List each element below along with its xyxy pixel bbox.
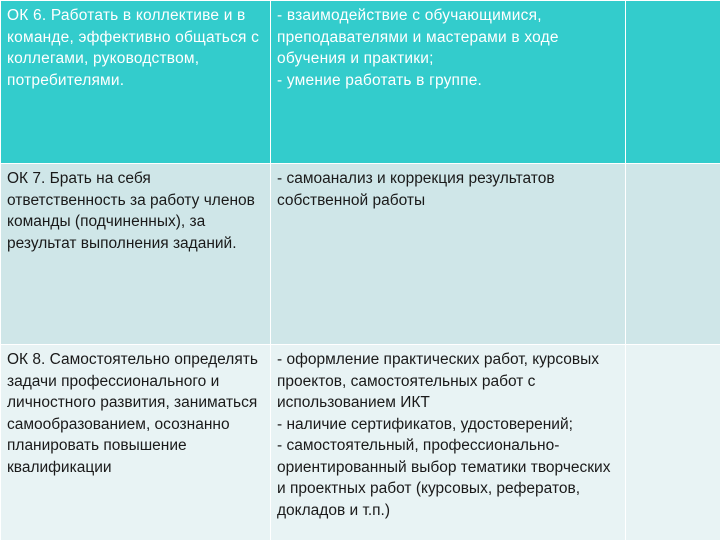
extra-cell xyxy=(626,164,720,345)
indicators-cell: - взаимодействие с обучающимися, преподавателями и мастерами в ходе обучения и практики; - умение работать в группе. xyxy=(271,1,626,164)
competence-code: ОК 8 xyxy=(7,351,41,368)
indicators-cell: - оформление практических работ, курсовых проектов, самостоятельных работ с использованием ИКТ - наличие сертификатов, удостоверений; - самостоятельный, профессионально-ориентированный выбор тематики творческих и проектных работ (курсовых, рефератов, докладов и т.п.) xyxy=(271,345,626,541)
competence-cell xyxy=(1,345,271,541)
competence-code: ОК 7 xyxy=(7,170,41,187)
competence-text: . Самостоятельно определять задачи профессионального и личностного развития, заниматься самообразованием, осознанно планировать повышение квалификации xyxy=(7,351,258,476)
extra-cell xyxy=(626,1,720,164)
competence-code: ОК 6 xyxy=(7,7,42,24)
competence-cell xyxy=(1,1,271,164)
table-row xyxy=(1,164,720,345)
competence-text: . Работать в коллективе и в команде, эффективно общаться с коллегами, руководством, потребителями. xyxy=(7,7,259,89)
table-row xyxy=(1,345,720,541)
extra-cell xyxy=(626,345,720,541)
competence-cell xyxy=(1,164,271,345)
table-row xyxy=(1,1,720,164)
competence-text: . Брать на себя ответственность за работу членов команды (подчиненных), за результат выполнения заданий. xyxy=(7,170,255,252)
indicators-cell: - самоанализ и коррекция результатов собственной работы xyxy=(271,164,626,345)
